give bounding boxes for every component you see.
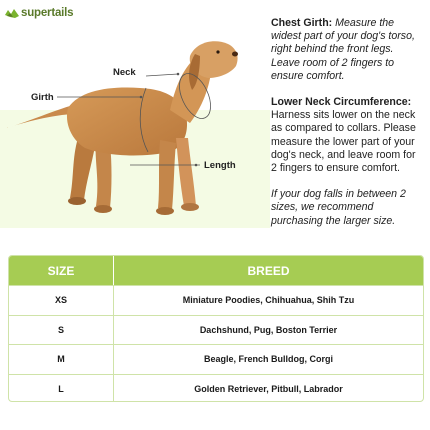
girth-label: Girth (31, 92, 54, 103)
table-row (9, 374, 423, 403)
dog-tail (6, 106, 72, 128)
breed-cell: Golden Retriever, Pitbull, Labrador (194, 383, 343, 394)
brand-logo (4, 4, 73, 22)
table-row (9, 344, 423, 374)
table-row (9, 315, 423, 345)
table-header (9, 256, 423, 285)
dog-illustration (0, 28, 270, 228)
chest-girth-note (271, 17, 421, 83)
size-cell: M (9, 345, 114, 374)
length-label: Length (204, 160, 236, 171)
measuring-notes (271, 17, 421, 241)
brand-name: supertails (21, 7, 74, 19)
chest-girth-body: Measure the widest part of your dog's torso, right behind the front legs. Leave room of 2 fingers to ensure comfort. (271, 17, 415, 82)
breed-cell: Dachshund, Pug, Boston Terrier (199, 324, 338, 335)
size-column-header: SIZE (9, 256, 114, 285)
neck-note-body: Harness sits lower on the neck as compared to collars. Please measure the lower part of your dog's neck, and leave room for 2 fingers to ensure comfort. (271, 109, 416, 175)
breed-cell: Beagle, French Bulldog, Corgi (203, 354, 333, 365)
size-chart-table (8, 255, 424, 402)
size-cell: L (9, 375, 114, 403)
breed-cell: Miniature Poodies, Chihuahua, Shih Tzu (182, 295, 355, 306)
chest-girth-title: Chest Girth: (271, 17, 333, 29)
breed-column-header: BREED (247, 263, 290, 278)
size-tip: If your dog falls in between 2 sizes, we recommend purchasing the larger size. (271, 188, 406, 227)
size-cell: XS (9, 286, 114, 315)
paw-logo-icon (4, 6, 20, 20)
table-row (9, 285, 423, 315)
neck-note-title: Lower Neck Circumference: (271, 96, 412, 109)
size-cell: S (9, 316, 114, 345)
neck-label: Neck (113, 67, 136, 78)
dog-front-leg (158, 140, 176, 210)
neck-note (271, 96, 421, 175)
